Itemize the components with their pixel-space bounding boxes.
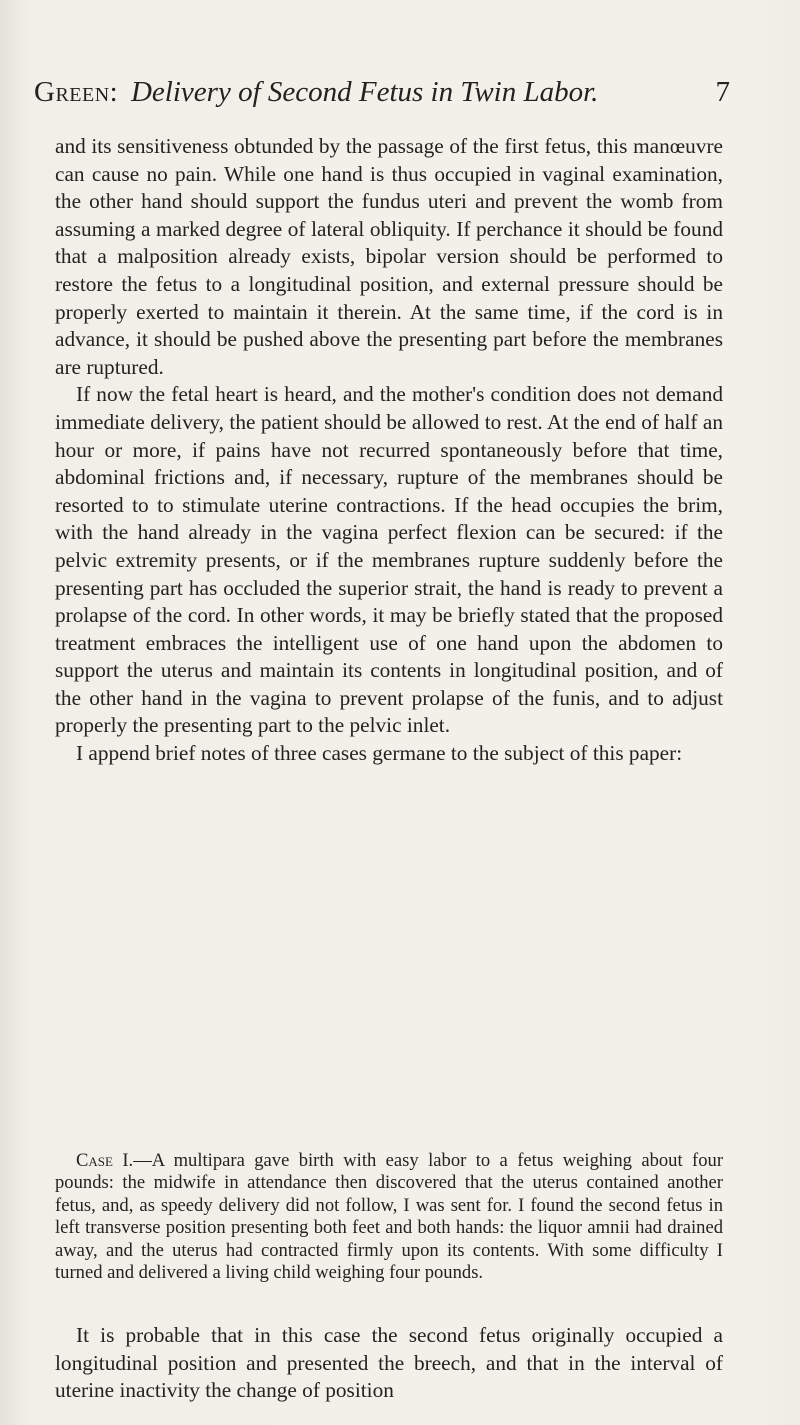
case-label: Case I. [76,1150,134,1171]
header-title: Delivery of Second Fetus in Twin Labor. [130,76,599,108]
case-text: —A multipara gave birth with easy labor to a fetus weighing about four pounds: the midwife in attendance then discovered that the uterus contained another fetus, and, as speedy delivery did not follow, I was sent for. I found the second fetus in left transverse position presenting both feet and both hands: the liquor amnii had drained away, and the uterus had contracted firmly upon its contents. With some difficulty I turned and delivered a living child weighing four pounds. [55,1150,724,1284]
paragraph-closing: It is probable that in this case the second fetus originally occupied a longitudinal position and presented the breech, and that in the interval of uterine inactivity the change of position [55,1323,723,1403]
page-number: 7 [715,76,730,108]
case-one-note [55,1150,723,1284]
running-header [34,76,730,116]
paragraph-cases-intro: I append brief notes of three cases germane to the subject of this paper: [76,741,683,766]
body-text [55,133,723,768]
paragraph-treatment: If now the fetal heart is heard, and the mother's condition does not demand immediate delivery, the patient should be allowed to rest. At the end of half an hour or more, if pains have not recurred spontaneously before that time, abdominal frictions and, if necessary, rupture of the membranes should be resorted to to stimulate uterine contractions. If the head occupies the brim, with the hand already in the vagina perfect flexion can be secured: if the pelvic extremity presents, or if the membranes rupture suddenly before the presenting part has occluded the superior strait, the hand is ready to prevent a prolapse of the cord. In other words, it may be briefly stated that the proposed treatment embraces the intelligent use of one hand upon the abdomen to support the uterus and maintain its contents in longitudinal position, and of the other hand in the vagina to prevent prolapse of the funis, and to adjust properly the presenting part to the pelvic inlet. [55,382,723,738]
header-author: Green [34,76,110,108]
header-separator: : [109,76,118,108]
paragraph-continued: and its sensitiveness obtunded by the passage of the first fetus, this manœuvre can cause no pain. While one hand is thus occupied in vaginal examination, the other hand should support the fundus uteri and prevent the womb from assuming a marked degree of lateral obliquity. If perchance it should be found that a malposition already exists, bipolar version should be performed to restore the fetus to a longitudinal position, and external pressure should be properly exerted to maintain it therein. At the same time, if the cord is in advance, it should be pushed above the presenting part before the membranes are ruptured. [55,134,723,379]
